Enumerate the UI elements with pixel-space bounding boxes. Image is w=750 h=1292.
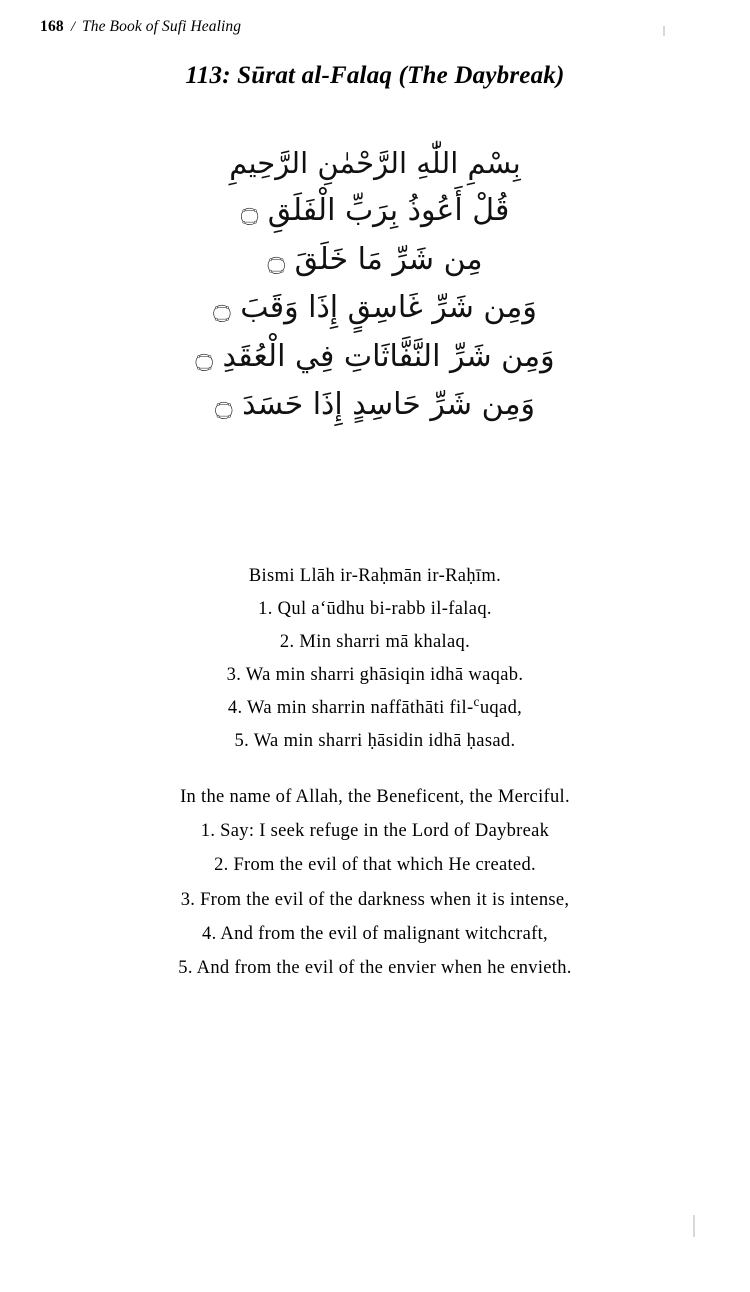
translation-block: [0, 780, 750, 985]
transliteration-line-3: 3. Wa min sharri ghāsiqin idhā waqab.: [226, 664, 524, 685]
translation-line-4: 4. And from the evil of malignant witchcraft,: [202, 923, 548, 944]
transliteration-line-1: 1. Qul a‘ūdhu bi-rabb il-falaq.: [258, 598, 492, 619]
scan-artifact-top: [663, 26, 665, 36]
translation-line-2: 2. From the evil of that which He created.: [214, 855, 536, 876]
transliteration-line-4-tail: uqad,: [479, 697, 523, 718]
transliteration-line-5: 5. Wa min sharri ḥāsidin idhā ḥasad.: [234, 730, 516, 751]
running-head-separator: /: [70, 19, 76, 35]
book-title: The Book of Sufi Healing: [82, 18, 242, 35]
arabic-verses: [0, 140, 750, 430]
superscript-ayn: c: [473, 693, 480, 709]
transliteration-line-basmala: Bismi Llāh ir-Raḥmān ir-Raḥīm.: [248, 566, 502, 586]
page-number: 168: [40, 18, 64, 35]
translation-line-3: 3. From the evil of the darkness when it is intense,: [180, 889, 570, 910]
arabic-line-4: وَمِن شَرِّ النَّفَّاثَاتِ فِي الْعُقَدِ ۝: [195, 338, 555, 374]
transliteration-line-4: [0, 692, 750, 725]
scan-artifact-bottom: [693, 1215, 695, 1237]
translation-line-basmala: In the name of Allah, the Beneficent, the Merciful.: [180, 787, 570, 807]
running-head: [40, 18, 241, 36]
arabic-line-1: قُلْ أَعُوذُ بِرَبِّ الْفَلَقِ ۝: [240, 192, 510, 228]
arabic-line-2: مِن شَرِّ مَا خَلَقَ ۝: [267, 241, 483, 277]
arabic-line-3: وَمِن شَرِّ غَاسِقٍ إِذَا وَقَبَ ۝: [213, 290, 537, 326]
transliteration-line-4-head: 4. Wa min sharrin naffāthāti fil-: [227, 697, 474, 718]
arabic-line-5: وَمِن شَرِّ حَاسِدٍ إِذَا حَسَدَ ۝: [215, 387, 535, 423]
translation-line-1: 1. Say: I seek refuge in the Lord of Daybreak: [200, 821, 550, 842]
translation-line-5: 5. And from the evil of the envier when he envieth.: [178, 958, 572, 979]
transliteration-line-2: 2. Min sharri mā khalaq.: [279, 631, 471, 652]
transliteration-block: [0, 560, 750, 758]
arabic-line-basmala: بِسْمِ اللّٰهِ الرَّحْمٰنِ الرَّحِيمِ: [229, 146, 521, 180]
surah-heading: 113: Sūrat al-Falaq (The Daybreak): [185, 62, 565, 89]
